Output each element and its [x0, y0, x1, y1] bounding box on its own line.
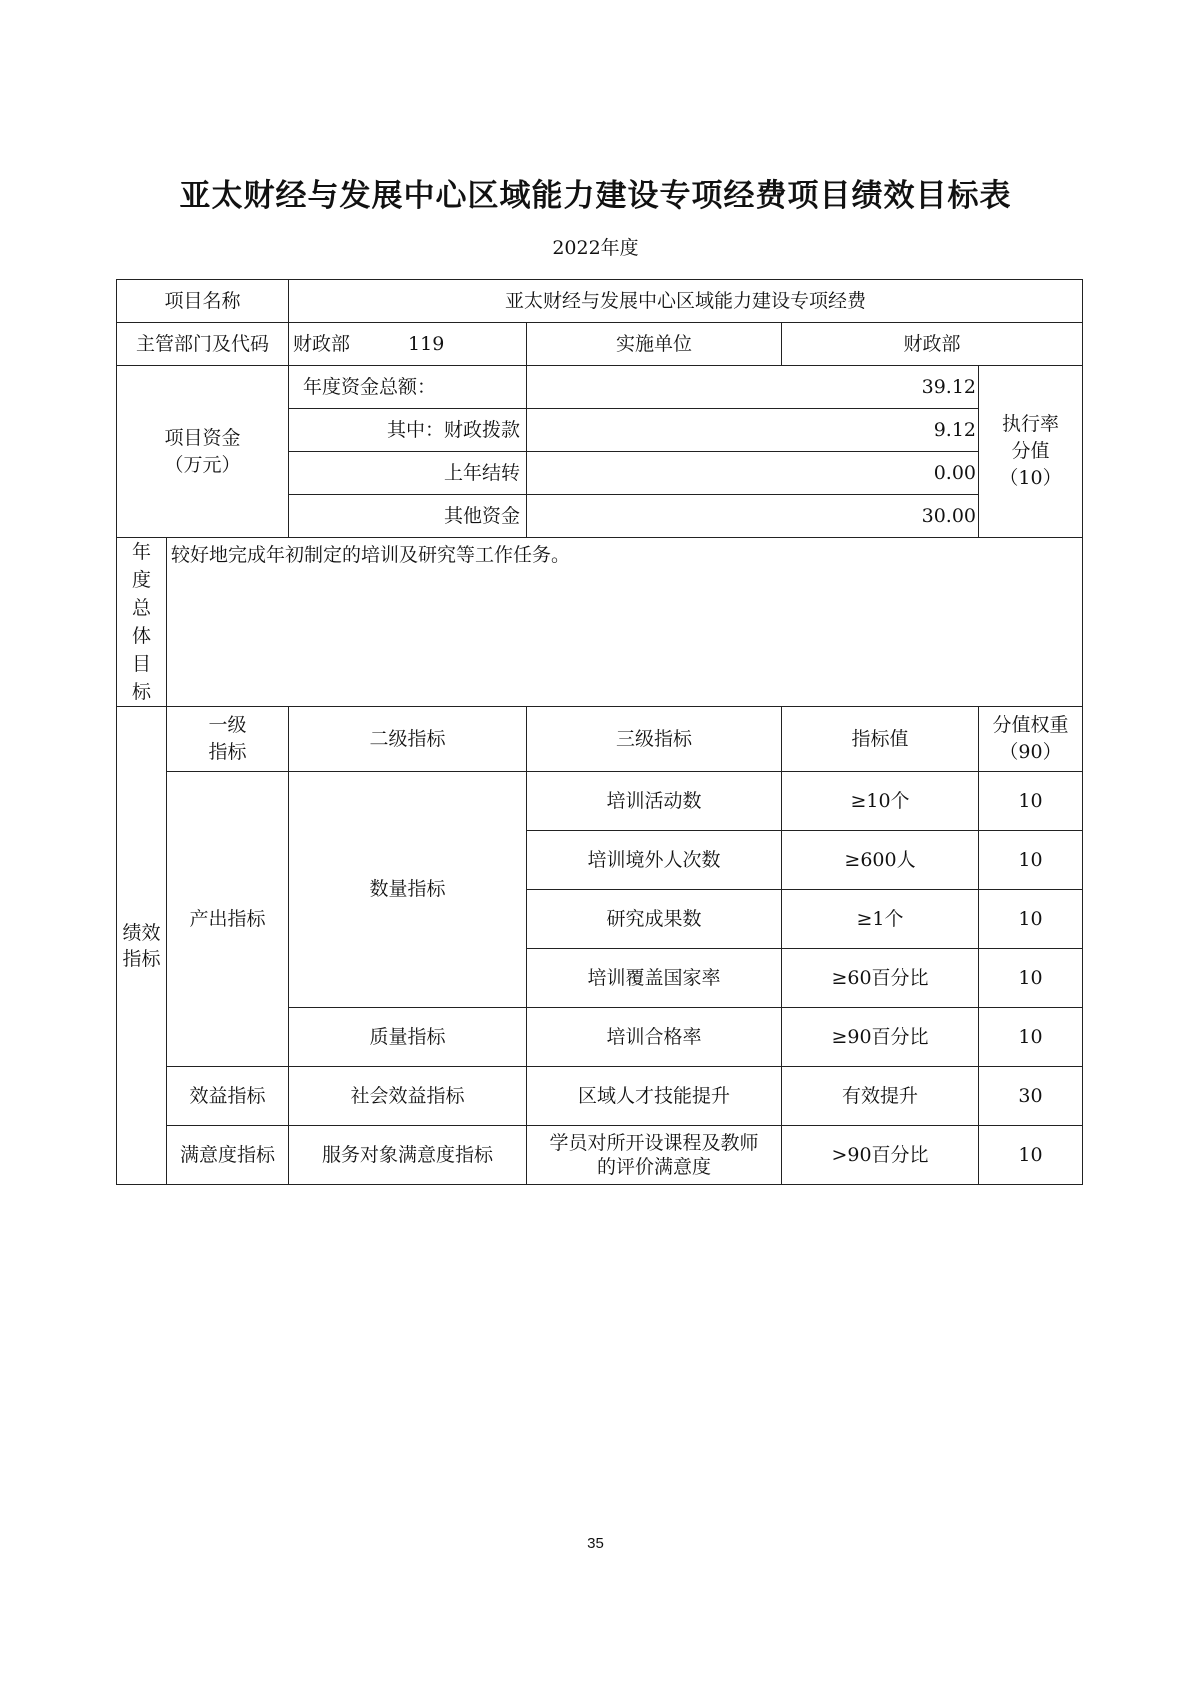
department-row	[117, 323, 1083, 366]
level3-cell: 培训覆盖国家率	[527, 949, 782, 1008]
header-value: 指标值	[782, 707, 979, 772]
dept-label: 主管部门及代码	[117, 323, 289, 366]
fund-other-value: 30.00	[527, 495, 979, 538]
indicators-section-label: 绩效 指标	[117, 707, 167, 1185]
table-row	[117, 1126, 1083, 1185]
quantity-level2: 数量指标	[289, 772, 527, 1008]
fund-carryover-value: 0.00	[527, 452, 979, 495]
fund-fiscal-label: 其中：财政拨款	[289, 409, 527, 452]
value-cell: 有效提升	[782, 1067, 979, 1126]
page-number: 35	[587, 1535, 604, 1552]
weight-cell: 10	[979, 772, 1083, 831]
header-level1: 一级 指标	[167, 707, 289, 772]
table-row	[117, 1067, 1083, 1126]
fund-total-value: 39.12	[527, 366, 979, 409]
dept-code: 119	[408, 332, 445, 355]
fund-carryover-label: 上年结转	[289, 452, 527, 495]
fund-fiscal-value: 9.12	[527, 409, 979, 452]
level3-cell: 培训境外人次数	[527, 831, 782, 890]
weight-cell: 10	[979, 1008, 1083, 1067]
weight-cell: 10	[979, 890, 1083, 949]
value-cell: ≥10个	[782, 772, 979, 831]
project-name-row	[117, 280, 1083, 323]
satisfaction-level2: 服务对象满意度指标	[289, 1126, 527, 1185]
header-level2: 二级指标	[289, 707, 527, 772]
quality-level2: 质量指标	[289, 1008, 527, 1067]
fund-other-label: 其他资金	[289, 495, 527, 538]
goal-label: 年度总体目标	[132, 541, 152, 703]
project-name-label: 项目名称	[117, 280, 289, 323]
value-cell: ≥60百分比	[782, 949, 979, 1008]
header-weight: 分值权重 （90）	[979, 707, 1083, 772]
table-row	[117, 772, 1083, 831]
dept-cell	[289, 323, 527, 366]
fund-total-label: 年度资金总额：	[289, 366, 527, 409]
page-title: 亚太财经与发展中心区域能力建设专项经费项目绩效目标表	[179, 178, 1012, 214]
impl-label: 实施单位	[527, 323, 782, 366]
goal-label-cell	[117, 538, 167, 707]
goal-text: 较好地完成年初制定的培训及研究等工作任务。	[167, 538, 1083, 707]
satisfaction-level1: 满意度指标	[167, 1126, 289, 1185]
fund-row	[117, 366, 1083, 409]
output-level1: 产出指标	[167, 772, 289, 1067]
level3-cell: 学员对所开设课程及教师 的评价满意度	[527, 1126, 782, 1185]
weight-cell: 10	[979, 1126, 1083, 1185]
value-cell: >90百分比	[782, 1126, 979, 1185]
year-subtitle: 2022年度	[552, 237, 639, 259]
indicator-header-row	[117, 707, 1083, 772]
value-cell: ≥1个	[782, 890, 979, 949]
value-cell: ≥600人	[782, 831, 979, 890]
header-level3: 三级指标	[527, 707, 782, 772]
level3-cell: 研究成果数	[527, 890, 782, 949]
level3-cell: 培训合格率	[527, 1008, 782, 1067]
impl-value: 财政部	[782, 323, 1083, 366]
value-cell: ≥90百分比	[782, 1008, 979, 1067]
benefit-level1: 效益指标	[167, 1067, 289, 1126]
project-name-value: 亚太财经与发展中心区域能力建设专项经费	[289, 280, 1083, 323]
level3-cell: 培训活动数	[527, 772, 782, 831]
dept-name: 财政部	[293, 332, 351, 355]
execution-rate-label: 执行率 分值 （10）	[979, 366, 1083, 538]
level3-cell: 区域人才技能提升	[527, 1067, 782, 1126]
funds-label: 项目资金 （万元）	[117, 366, 289, 538]
weight-cell: 10	[979, 949, 1083, 1008]
weight-cell: 10	[979, 831, 1083, 890]
goal-row	[117, 538, 1083, 707]
weight-cell: 30	[979, 1067, 1083, 1126]
benefit-level2: 社会效益指标	[289, 1067, 527, 1126]
performance-target-table	[116, 279, 1083, 1185]
